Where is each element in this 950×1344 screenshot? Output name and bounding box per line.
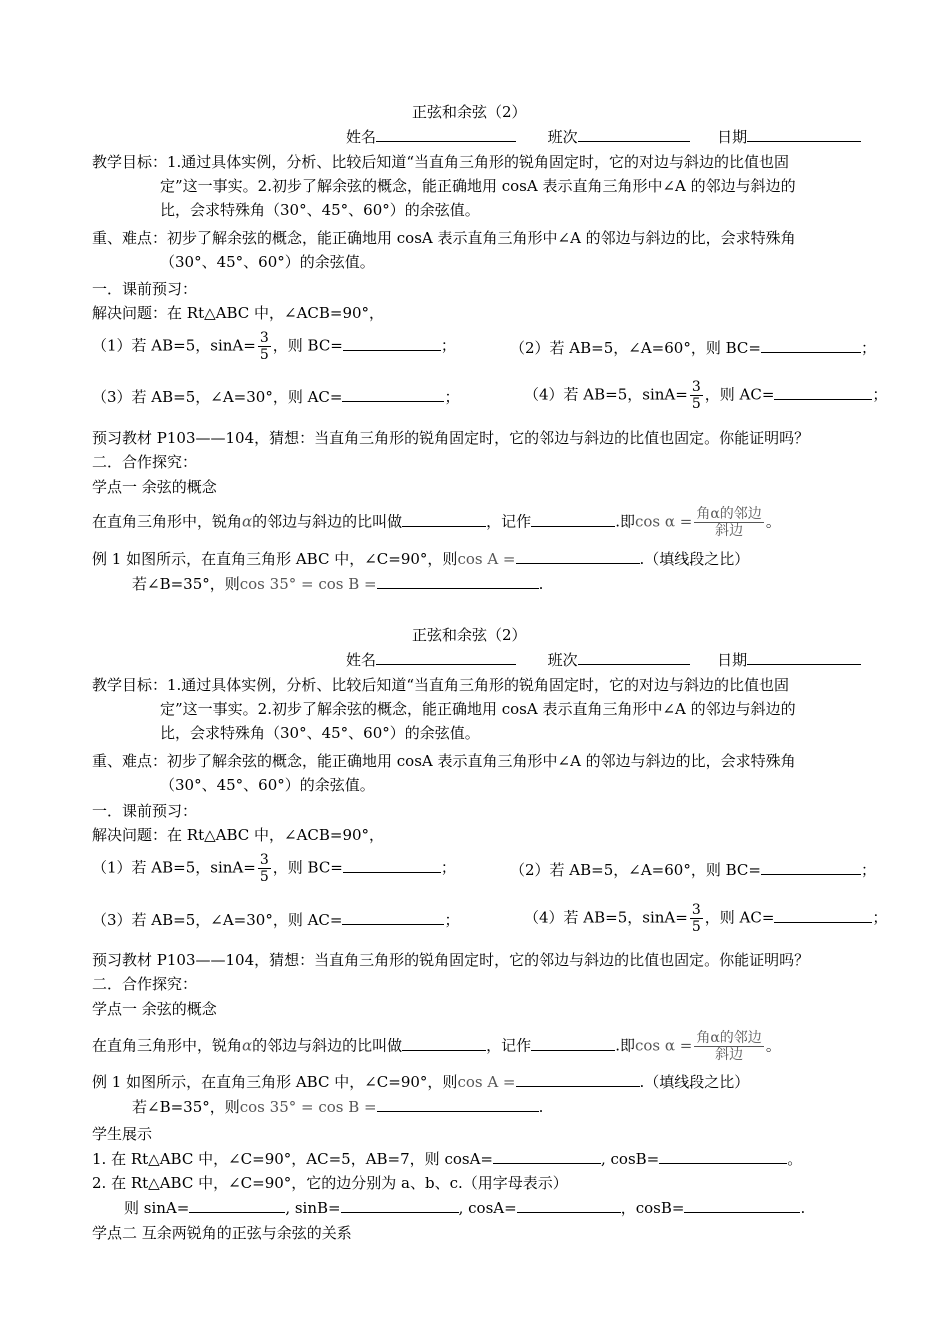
name-label: 姓名 (346, 128, 377, 146)
problem-intro: 解决问题：在 Rt△ABC 中，∠ACB=90°， (92, 826, 385, 844)
goal-line: 定”这一事实。2.初步了解余弦的概念，能正确地用 cosA 表示直角三角形中∠A 的邻边与斜边的 (160, 700, 796, 718)
key-line: （30°、45°、60°）的余弦值。 (160, 253, 375, 271)
name-field[interactable] (376, 650, 516, 665)
preview-text: 预习教材 P103——104，猜想：当直角三角形的锐角固定时，它的邻边与斜边的比值也固定。你能证明吗？ (92, 429, 810, 447)
date-field[interactable] (747, 650, 861, 665)
answer-blank[interactable] (342, 387, 444, 402)
cos-fraction: $\frac{\text{角α的邻边}}{\text{斜边}}$ (696, 506, 762, 539)
goal-line: 教学目标：1.通过具体实例，分析、比较后知道“当直角三角形的锐角固定时，它的对边与斜边的比值也固 (92, 153, 789, 171)
example-1-b: 若∠B=35°，则cos 35° = cos B = . (132, 1098, 544, 1116)
key-line: 重、难点：初步了解余弦的概念，能正确地用 cosA 表示直角三角形中∠A 的邻边与斜边的比，会求特殊角 (92, 229, 796, 247)
question-4: （4）若 AB=5，sinA= $\frac{3}{5}$ ，则 AC= ； (524, 379, 888, 412)
class-label: 班次 (547, 128, 578, 146)
fraction: $\frac{3}{5}$ (691, 379, 701, 412)
name-label: 姓名 (346, 651, 377, 669)
question-1: （1）若 AB=5，sinA= $\frac{3}{5}$ ，则 BC= ； (92, 852, 456, 885)
question-4: （4）若 AB=5，sinA= $\frac{3}{5}$ ，则 AC= ； (524, 902, 888, 935)
answer-blank[interactable] (343, 858, 441, 873)
answer-blank[interactable] (342, 910, 444, 925)
point1-heading: 学点一 余弦的概念 (92, 1000, 217, 1018)
answer-blank[interactable] (684, 1198, 800, 1213)
answer-blank[interactable] (377, 574, 539, 589)
date-label: 日期 (717, 128, 748, 146)
answer-blank[interactable] (531, 512, 615, 527)
part2-heading: 二．合作探究： (92, 975, 198, 993)
class-field[interactable] (578, 650, 690, 665)
key-line: 重、难点：初步了解余弦的概念，能正确地用 cosA 表示直角三角形中∠A 的邻边与斜边的比，会求特殊角 (92, 752, 796, 770)
goal-line: 比，会求特殊角（30°、45°、60°）的余弦值。 (160, 724, 480, 742)
point1-heading: 学点一 余弦的概念 (92, 478, 217, 496)
answer-blank[interactable] (659, 1149, 787, 1164)
answer-blank[interactable] (517, 1198, 621, 1213)
question-2: （2）若 AB=5，∠A=60°，则 BC= ； (510, 861, 876, 879)
page-title: 正弦和余弦（2） (412, 626, 527, 644)
answer-blank[interactable] (516, 549, 640, 564)
info-fields (346, 127, 861, 147)
question-2: （2）若 AB=5，∠A=60°，则 BC= ； (510, 339, 876, 357)
answer-blank[interactable] (343, 336, 441, 351)
student-item-2-answers: 则 sinA= , sinB= , cosA= ，cosB= . (124, 1199, 806, 1217)
class-label: 班次 (547, 651, 578, 669)
fraction: $\frac{3}{5}$ (259, 852, 269, 885)
answer-blank[interactable] (377, 1097, 539, 1112)
fraction: $\frac{3}{5}$ (691, 902, 701, 935)
date-label: 日期 (717, 651, 748, 669)
answer-blank[interactable] (774, 385, 872, 400)
goal-line: 定”这一事实。2.初步了解余弦的概念，能正确地用 cosA 表示直角三角形中∠A 的邻边与斜边的 (160, 177, 796, 195)
answer-blank[interactable] (761, 860, 861, 875)
answer-blank[interactable] (761, 338, 861, 353)
name-field[interactable] (376, 127, 516, 142)
definition-line: 在直角三角形中，锐角α的邻边与斜边的比叫做 ，记作 .即cos α = $\frac{\text{角α的邻边}}{\text{斜边}}$ 。 (92, 506, 781, 539)
key-line: （30°、45°、60°）的余弦值。 (160, 776, 375, 794)
answer-blank[interactable] (774, 908, 872, 923)
problem-intro: 解决问题：在 Rt△ABC 中，∠ACB=90°， (92, 304, 385, 322)
goal-line: 比，会求特殊角（30°、45°、60°）的余弦值。 (160, 201, 480, 219)
page-title: 正弦和余弦（2） (412, 103, 527, 121)
student-heading: 学生展示 (92, 1125, 153, 1143)
answer-blank[interactable] (189, 1198, 285, 1213)
question-3: （3）若 AB=5，∠A=30°，则 AC= ； (92, 388, 460, 406)
answer-blank[interactable] (341, 1198, 459, 1213)
answer-blank[interactable] (516, 1072, 640, 1087)
example-1-b: 若∠B=35°，则cos 35° = cos B = . (132, 575, 544, 593)
answer-blank[interactable] (493, 1149, 601, 1164)
answer-blank[interactable] (531, 1036, 615, 1051)
date-field[interactable] (747, 127, 861, 142)
info-fields (346, 650, 861, 670)
fraction: $\frac{3}{5}$ (259, 330, 269, 363)
answer-blank[interactable] (402, 1036, 486, 1051)
part2-heading: 二．合作探究： (92, 453, 198, 471)
class-field[interactable] (578, 127, 690, 142)
example-1: 例 1 如图所示，在直角三角形 ABC 中，∠C=90°，则cos A = .（填线段之比） (92, 1073, 750, 1091)
answer-blank[interactable] (402, 512, 486, 527)
preview-text: 预习教材 P103——104，猜想：当直角三角形的锐角固定时，它的邻边与斜边的比值也固定。你能证明吗？ (92, 951, 810, 969)
point2-heading: 学点二 互余两锐角的正弦与余弦的关系 (92, 1224, 352, 1242)
definition-line: 在直角三角形中，锐角α的邻边与斜边的比叫做 ，记作 .即cos α = $\frac{\text{角α的邻边}}{\text{斜边}}$ 。 (92, 1030, 781, 1063)
question-3: （3）若 AB=5，∠A=30°，则 AC= ； (92, 911, 460, 929)
question-1: （1）若 AB=5，sinA= $\frac{3}{5}$ ，则 BC= ； (92, 330, 456, 363)
part1-heading: 一．课前预习： (92, 802, 198, 820)
example-1: 例 1 如图所示，在直角三角形 ABC 中，∠C=90°，则cos A = .（填线段之比） (92, 550, 750, 568)
student-item-2: 2. 在 Rt△ABC 中，∠C=90°，它的边分别为 a、b、c.（用字母表示） (92, 1174, 568, 1192)
cos-fraction: $\frac{\text{角α的邻边}}{\text{斜边}}$ (696, 1030, 762, 1063)
student-item-1: 1. 在 Rt△ABC 中，∠C=90°，AC=5，AB=7，则 cosA= , cosB= 。 (92, 1150, 803, 1168)
goal-line: 教学目标：1.通过具体实例，分析、比较后知道“当直角三角形的锐角固定时，它的对边与斜边的比值也固 (92, 676, 789, 694)
part1-heading: 一．课前预习： (92, 280, 198, 298)
